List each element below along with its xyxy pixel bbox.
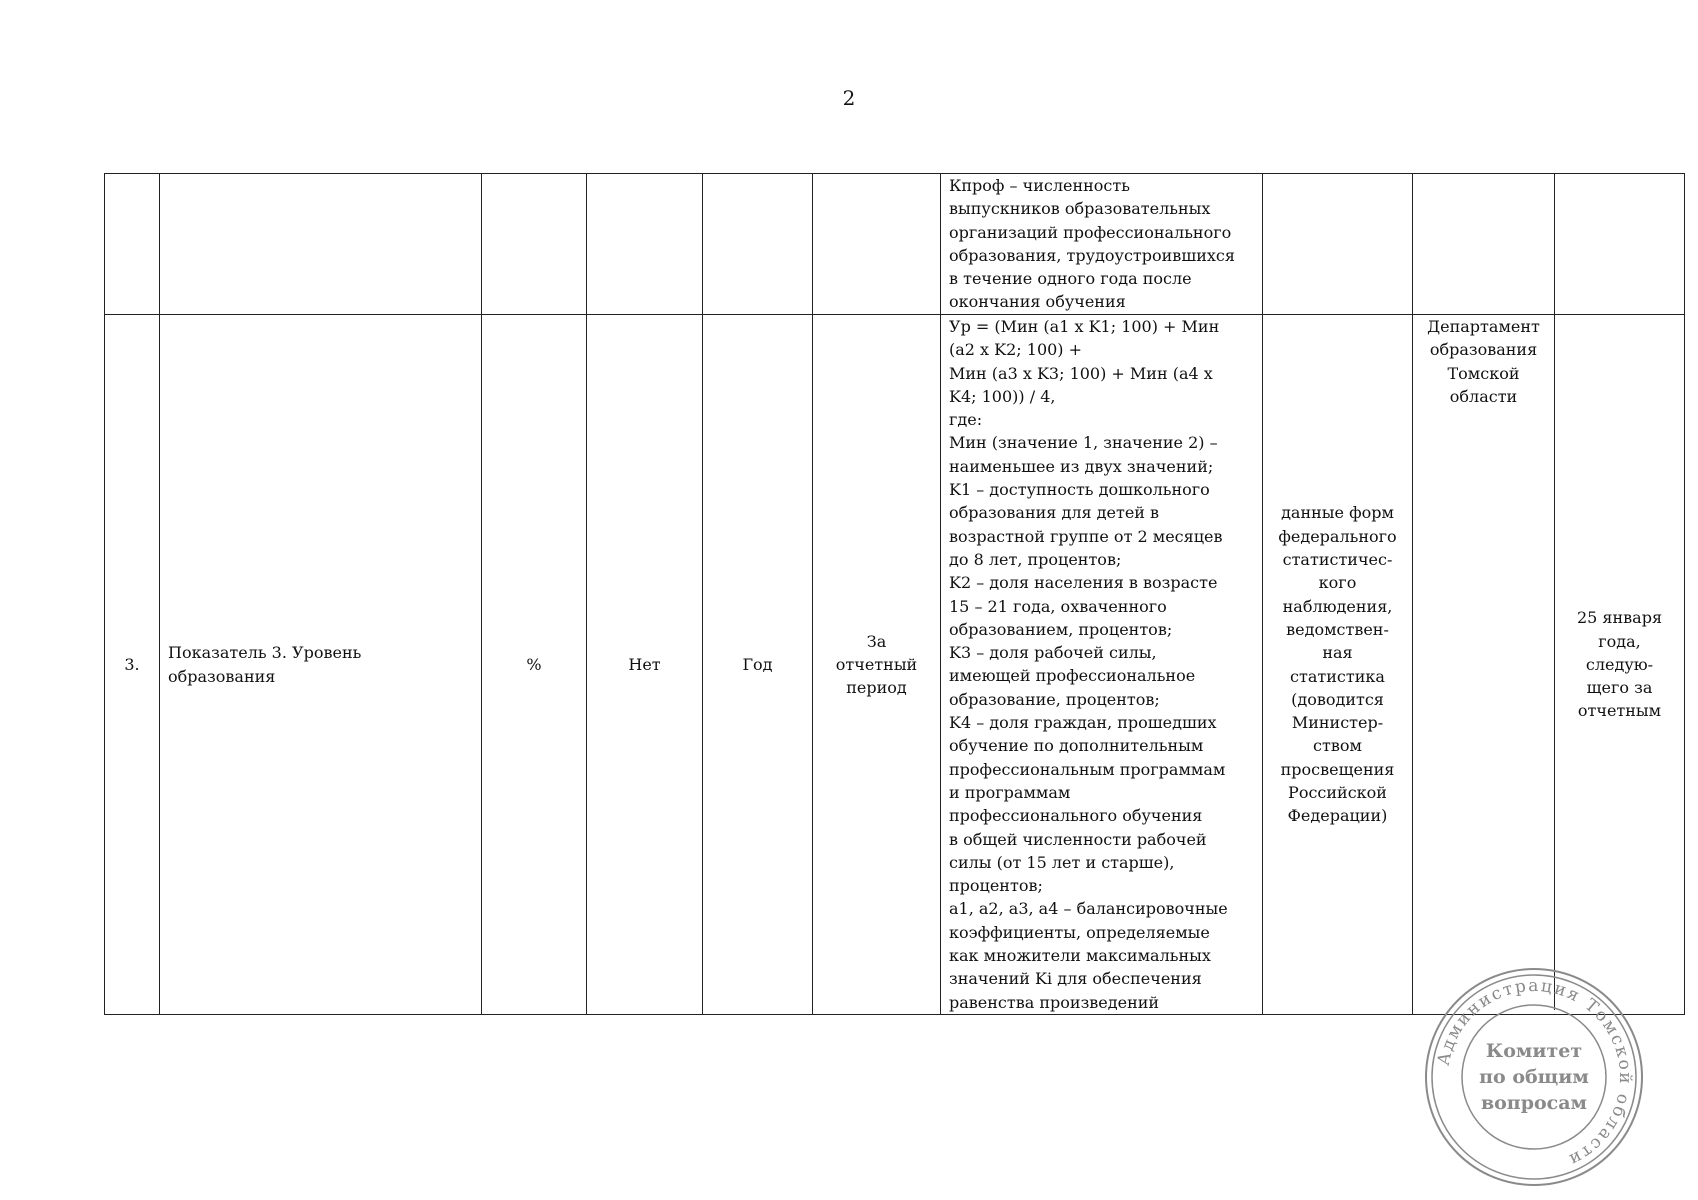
formula-line: K4 – доля граждан, прошедших (949, 713, 1217, 733)
cell-cumulative (587, 174, 703, 315)
cell-indicator-type (813, 315, 941, 1015)
source-line: (доводится (1291, 689, 1384, 709)
formula-line: возрастной группе от 2 месяцев (949, 526, 1223, 546)
formula-line: Ур = (Мин (a1 x K1; 100) + Мин (949, 317, 1220, 336)
cell-cumulative (587, 315, 703, 1015)
formula-line: K1 – доступность дошкольного (949, 480, 1210, 500)
formula-line: образование, процентов; (949, 689, 1160, 709)
formula-line: имеющей профессиональное (949, 666, 1196, 686)
cell-responsible (1413, 315, 1555, 1015)
deadline-line: года, (1598, 631, 1641, 651)
table-row-indicator-3 (105, 315, 1685, 1015)
formula-line: выпускников образовательных (949, 199, 1211, 219)
source-line: ством (1313, 736, 1362, 756)
formula-line: где: (949, 410, 983, 430)
cell-number (105, 315, 160, 1015)
formula-line: K4; 100)) / 4, (949, 386, 1056, 406)
indicator-type-line: За (866, 631, 887, 651)
formula-line: окончания обучения (949, 292, 1126, 312)
formula-line: организаций профессионального (949, 222, 1232, 242)
deadline-line: отчетным (1577, 701, 1662, 721)
indicator-name-line: образования (168, 666, 276, 686)
cell-unit (482, 174, 587, 315)
formula-line: Мин (значение 1, значение 2) – (949, 433, 1218, 453)
seal-center-line: Комитет (1485, 1040, 1583, 1062)
deadline (1555, 606, 1684, 722)
data-source (1263, 501, 1412, 827)
deadline-line: 25 января (1576, 608, 1663, 628)
table-row-continuation (105, 174, 1685, 315)
formula-line: (a2 x K2; 100) + (949, 340, 1083, 360)
formula-text (941, 315, 1262, 1014)
cumulative-flag: Нет (628, 654, 661, 674)
seal-center-line: по общим (1479, 1066, 1589, 1088)
formula-line: 15 – 21 года, охваченного (949, 596, 1167, 616)
responsible-line: области (1449, 386, 1518, 406)
indicator-name-line: Показатель 3. Уровень (168, 643, 362, 663)
row-number: 3. (124, 654, 140, 674)
formula-line: в течение одного года после (949, 269, 1192, 289)
indicator-table (104, 173, 1685, 1015)
source-line: ведомствен- (1286, 619, 1389, 639)
source-line: наблюдения, (1282, 596, 1393, 616)
cell-periodicity (703, 174, 813, 315)
cell-responsible (1413, 174, 1555, 315)
svg-text:Администрация Томской области: Администрация Томской области (1433, 975, 1636, 1171)
formula-line: профессионального обучения (949, 806, 1203, 826)
formula-line: и программам (949, 782, 1071, 802)
cell-source (1263, 174, 1413, 315)
periodicity: Год (742, 654, 773, 674)
indicator-name (160, 641, 481, 688)
indicator-type (813, 630, 940, 700)
source-line: кого (1318, 573, 1357, 593)
cell-periodicity (703, 315, 813, 1015)
formula-line: a1, a2, a3, a4 – балансировочные (949, 899, 1228, 919)
formula-line: Кпроф – численность (949, 176, 1130, 195)
cell-source (1263, 315, 1413, 1015)
indicator-type-line: период (846, 678, 907, 698)
seal-stamp-icon (1424, 967, 1644, 1187)
formula-line: в общей численности рабочей (949, 829, 1207, 849)
formula-line: K2 – доля населения в возрасте (949, 573, 1218, 593)
responsible-body (1413, 315, 1554, 408)
cell-formula (941, 174, 1263, 315)
formula-line: до 8 лет, процентов; (949, 549, 1122, 569)
formula-line: профессиональным программам (949, 759, 1226, 779)
unit: % (526, 654, 542, 674)
cell-name (160, 174, 482, 315)
source-line: просвещения (1280, 759, 1395, 779)
cell-formula (941, 315, 1263, 1015)
cell-number (105, 174, 160, 315)
cell-unit (482, 315, 587, 1015)
source-line: ная (1322, 643, 1353, 663)
formula-line: образования для детей в (949, 503, 1160, 523)
cell-name (160, 315, 482, 1015)
source-line: статистичес- (1282, 550, 1393, 570)
formula-line: образования, трудоустроившихся (949, 245, 1235, 265)
seal-center-line: вопросам (1480, 1092, 1588, 1114)
formula-line: процентов; (949, 876, 1043, 896)
source-line: федерального (1278, 526, 1397, 546)
official-seal (1424, 967, 1644, 1187)
formula-line: образованием, процентов; (949, 619, 1173, 639)
formula-line: коэффициенты, определяемые (949, 922, 1210, 942)
responsible-line: Томской (1447, 363, 1520, 383)
indicator-type-line: отчетный (835, 654, 918, 674)
deadline-line: следую- (1585, 654, 1654, 674)
source-line: Российской (1288, 782, 1387, 802)
formula-text (941, 174, 1262, 314)
formula-line: K3 – доля рабочей силы, (949, 643, 1157, 663)
formula-line: равенства произведений (949, 992, 1160, 1012)
cell-indicator-type (813, 174, 941, 315)
source-line: статистика (1290, 666, 1385, 686)
formula-line: как множители максимальных (949, 946, 1211, 966)
page-number: 2 (842, 86, 856, 110)
responsible-line: Департамент (1427, 317, 1540, 336)
formula-line: наименьшее из двух значений; (949, 456, 1214, 476)
source-line: Министер- (1291, 713, 1384, 733)
formula-line: силы (от 15 лет и старше), (949, 852, 1175, 872)
source-line: Федерации) (1287, 806, 1388, 826)
responsible-line: образования (1429, 340, 1538, 360)
formula-line: обучение по дополнительным (949, 736, 1204, 756)
deadline-line: щего за (1586, 678, 1653, 698)
source-line: данные форм (1281, 503, 1394, 523)
formula-line: значений Ki для обеспечения (949, 969, 1202, 989)
formula-line: Мин (a3 x K3; 100) + Мин (a4 x (949, 363, 1213, 383)
cell-deadline (1555, 174, 1685, 315)
cell-deadline (1555, 315, 1685, 1015)
